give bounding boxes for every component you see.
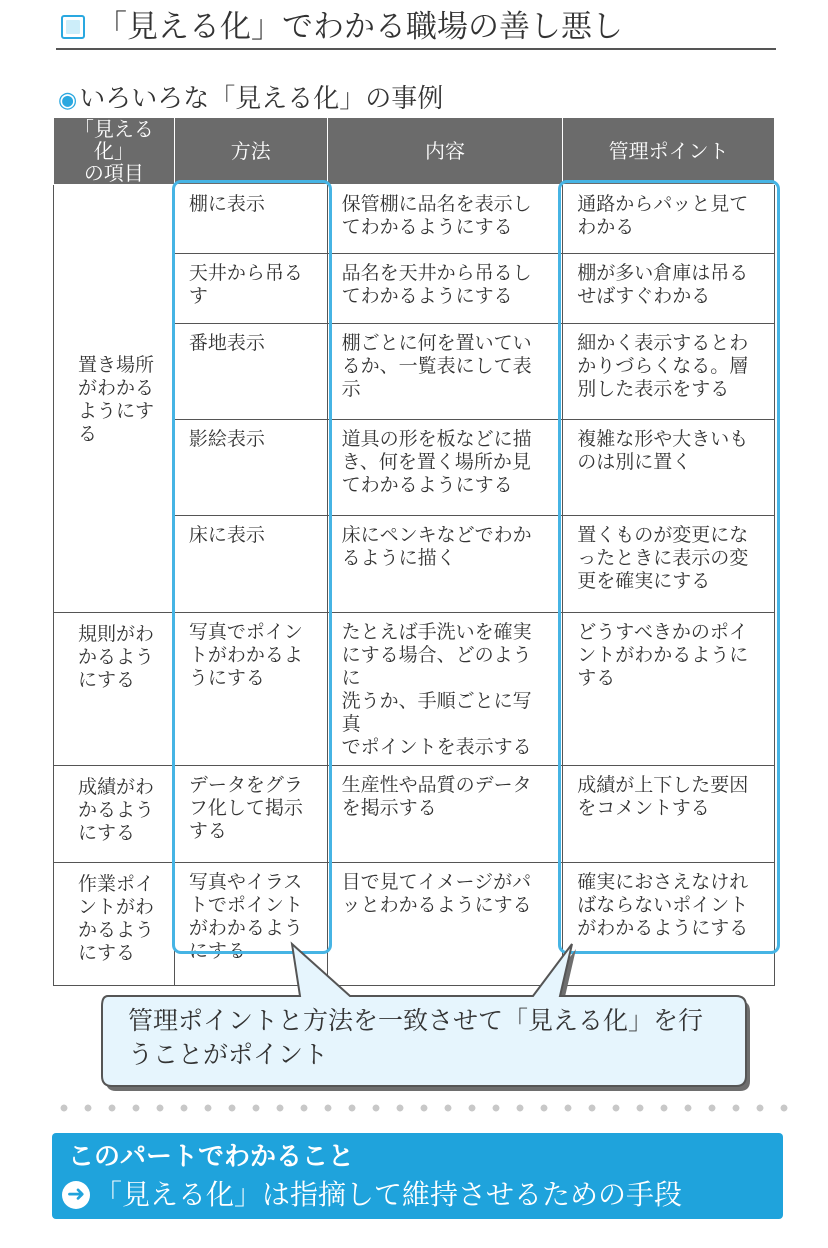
point-cell: 棚が多い倉庫は吊る せばすぐわかる	[563, 254, 775, 324]
point-cell: 確実におさえなけれ ばならないポイント がわかるようにする	[563, 863, 775, 986]
part-title: このパートでわかること	[68, 1142, 355, 1172]
point-cell: どうすべきかのポイ ントがわかるように する	[563, 613, 775, 766]
point-cell: 複雑な形や大きいも のは別に置く	[563, 420, 775, 516]
method-cell: 影絵表示	[174, 420, 327, 516]
content-cell: 目で見てイメージがパ ッとわかるようにする	[327, 863, 563, 986]
method-cell: 写真やイラス トでポイント がわかるよう にする	[174, 863, 327, 986]
content-cell: 床にペンキなどでわか るように描く	[327, 516, 563, 613]
method-cell: 番地表示	[174, 324, 327, 420]
bullet-icon: ◉	[58, 88, 78, 113]
header-item: 「見える化」 の項目	[54, 118, 175, 185]
content-cell: 道具の形を板などに描 き、何を置く場所か見 てわかるようにする	[327, 420, 563, 516]
content-cell: たとえば手洗いを確実 にする場合、どのように 洗うか、手順ごとに写真 でポイントを表示する	[327, 613, 563, 766]
content-cell: 棚ごとに何を置いてい るか、一覧表にして表 示	[327, 324, 563, 420]
method-cell: 天井から吊る す	[174, 254, 327, 324]
category-cell: 規則がわ かるよう にする	[54, 613, 175, 766]
part-summary-row	[62, 1177, 682, 1213]
point-cell: 成績が上下した要因 をコメントする	[563, 766, 775, 863]
section-title: いろいろな「見える化」の事例	[79, 84, 444, 114]
category-cell: 置き場所 がわかる ようにす る	[54, 185, 175, 613]
method-cell: 棚に表示	[174, 185, 327, 254]
category-cell: 作業ポイ ントがわ かるよう にする	[54, 863, 175, 986]
category-cell: 成績がわ かるよう にする	[54, 766, 175, 863]
method-cell: データをグラ フ化して掲示 する	[174, 766, 327, 863]
dotted-divider	[52, 1104, 788, 1112]
method-cell: 写真でポイン トがわかるよ うにする	[174, 613, 327, 766]
content-cell: 保管棚に品名を表示し てわかるようにする	[327, 185, 563, 254]
header-point: 管理ポイント	[563, 118, 775, 185]
header-content: 内容	[327, 118, 563, 185]
method-cell: 床に表示	[174, 516, 327, 613]
content-cell: 品名を天井から吊るし てわかるようにする	[327, 254, 563, 324]
header-method: 方法	[174, 118, 327, 185]
content-cell: 生産性や品質のデータ を掲示する	[327, 766, 563, 863]
page-title: 「見える化」でわかる職場の善し悪し	[96, 9, 623, 45]
arrow-right-circle-icon: ➜	[62, 1181, 90, 1209]
part-summary-box	[52, 1133, 783, 1219]
point-cell: 通路からパッと見て わかる	[563, 185, 775, 254]
callout-text: 管理ポイントと方法を一致させて「見える化」を行 うことがポイント	[128, 1006, 704, 1069]
point-cell: 細かく表示するとわ かりづらくなる。層 別した表示をする	[563, 324, 775, 420]
point-cell: 置くものが変更にな ったときに表示の変 更を確実にする	[563, 516, 775, 613]
part-summary-text: 「見える化」は指摘して維持させるための手段	[94, 1178, 683, 1211]
